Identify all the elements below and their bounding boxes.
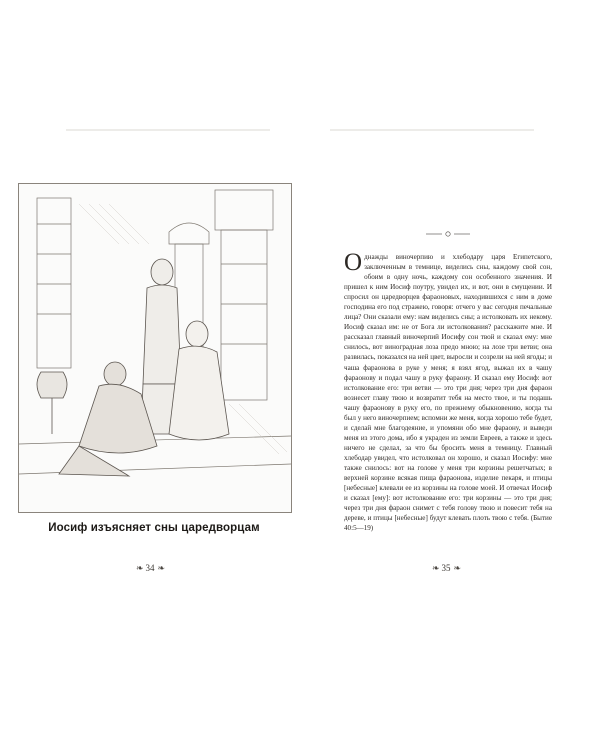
body-text [344,249,552,533]
page-number-left-value: 34 [145,563,155,573]
page-number-ornament-icon: ❧ [136,562,143,573]
page-number-ornament-icon: ❧ [157,562,165,573]
page-number-ornament-icon: ❧ [453,562,461,573]
header-ornament-right-icon [330,124,534,136]
body-paragraph: днажды виночерпию и хлебодару царя Египетского, заключенным в темнице, виделись сны, каждому свой сон, обоим в одну ночь, каждому сон особенного значения. И пришел к ним Иосиф поутру, увидел их, и вот, они в смущении. И спросил он царедворцев фараоновых, находившихся с ним в доме господина его под стражею, говоря: отчего у вас сегодня печальные лица? Они сказали ему: нам виделись сны; а истолковать их некому. Иосиф сказал им: не от Бога ли истолкования? расскажите мне. И рассказал главный виночерпий Иосифу сон твой и сказал ему: мне снилось, вот виноградная лоза предо мною; на лозе три ветви; она развилась, показался на ней цвет, выросли и созрели на ней ягоды; и чаша фараонова в руке у меня; я взял ягод, выжал их в чашу фараонову и подал чашу в руку фараону. И сказал ему Иосиф: вот истолкование его: три ветви — это три дня; через три дня фараон вознесет главу твою и возвратит тебя на место твое, и ты подашь чашу фараонову в руку его, по прежнему обыкновению, когда ты был у него виночерпием; вспомни же меня, когда хорошо тебе будет, и сделай мне благодеяние, и упомяни обо мне фараону, и выведи меня из этого дома, ибо я украден из земли Евреев, а также и здесь ничего не сделал, за что бы бросить меня в темницу. Главный хлебодар увидел, что истолковал он хорошо, и сказал Иосифу: мне также снилось: вот на голове у меня три корзины решетчатых; в верхней корзине всякая пища фараонова, изделие пекаря, и птицы [небесные] клевали ее из корзины на голове моей. И отвечал Иосиф и сказал [ему]: вот истолкование его: три корзины — это три дня; через три дня фараон снимет с тебя голову твою и повесит тебя на дереве, и птицы [небесные] будут клевать плоть твою с тебя. (Бытие 40:5—19) [344,253,552,533]
illustration-caption: Иосиф изъясняет сны царедворцам [48,522,260,534]
page-number-right [432,562,460,574]
page-number-right-value: 35 [441,563,451,573]
drop-cap: О [344,249,363,276]
page-number-left [136,562,164,574]
divider-ornament-icon [426,226,470,236]
header-ornament-left-icon [66,124,270,136]
page-number-ornament-icon: ❧ [432,562,439,573]
illustration-engraving [18,183,292,513]
